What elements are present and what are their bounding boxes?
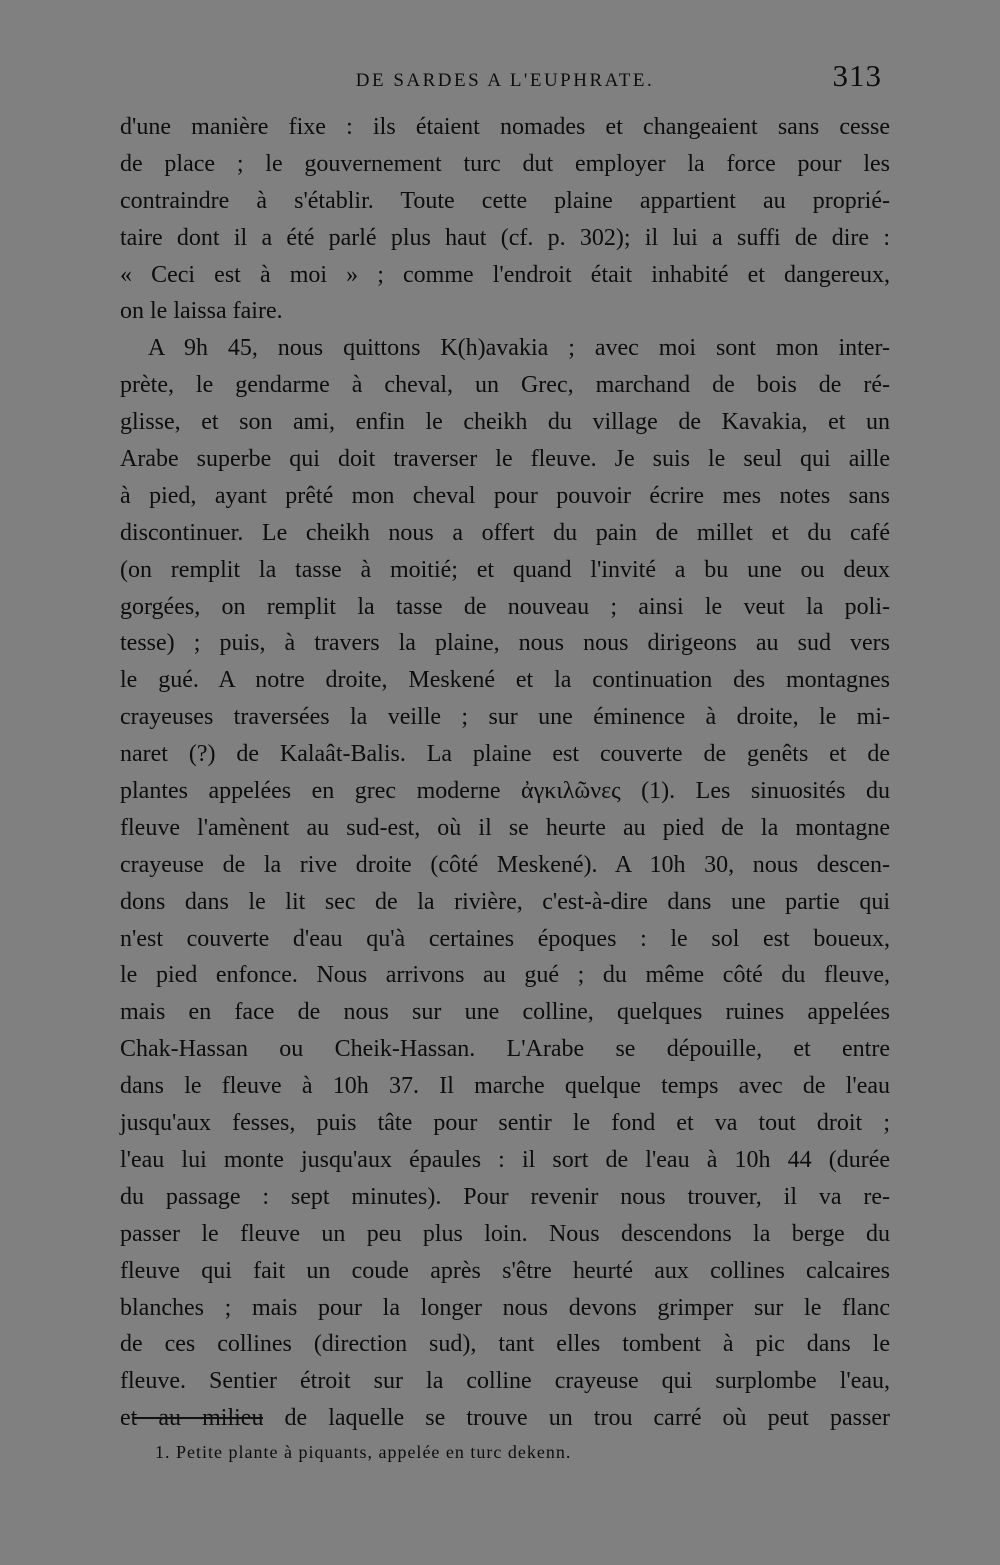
text-line: le pied enfonce. Nous arrivons au gué ; du même côté du fleuve, [120, 962, 890, 989]
text-line: Chak-Hassan ou Cheik-Hassan. L'Arabe se dépouille, et entre [120, 1036, 890, 1063]
text-line: « Ceci est à moi » ; comme l'endroit était inhabité et dangereux, [120, 261, 890, 288]
text-line: contraindre à s'établir. Toute cette plaine appartient au proprié- [120, 187, 890, 214]
text-line: Arabe superbe qui doit traverser le fleuve. Je suis le seul qui aille [120, 446, 890, 473]
text-line: (on remplit la tasse à moitié; et quand l'invité a bu une ou deux [120, 556, 890, 583]
text-line: tesse) ; puis, à travers la plaine, nous nous dirigeons au sud vers [120, 630, 890, 657]
text-line: dans le fleuve à 10h 37. Il marche quelque temps avec de l'eau [120, 1073, 890, 1100]
text-line: A 9h 45, nous quittons K(h)avakia ; avec moi sont mon inter- [148, 335, 890, 362]
text-line: fleuve l'amènent au sud-est, où il se heurte au pied de la montagne [120, 814, 890, 841]
body-text [120, 109, 890, 1437]
text-line: on le laissa faire. [120, 298, 283, 325]
text-line: de place ; le gouvernement turc dut employer la force pour les [120, 150, 890, 177]
text-line: d'une manière fixe : ils étaient nomades et changeaient sans cesse [120, 114, 890, 140]
running-head [120, 58, 890, 98]
text-line: à pied, ayant prêté mon cheval pour pouvoir écrire mes notes sans [120, 482, 890, 509]
text-line: plantes appelées en grec moderne ἀγκιλῶνες (1). Les sinuosités du [120, 778, 890, 805]
footnote-rule [133, 1417, 263, 1419]
text-line: discontinuer. Le cheikh nous a offert du pain de millet et du café [120, 519, 890, 546]
text-line: le gué. A notre droite, Meskené et la continuation des montagnes [120, 667, 890, 694]
text-line: dons dans le lit sec de la rivière, c'est-à-dire dans une partie qui [120, 888, 890, 915]
text-line: de ces collines (direction sud), tant elles tombent à pic dans le [120, 1331, 890, 1358]
text-line: fleuve. Sentier étroit sur la colline crayeuse qui surplombe l'eau, [120, 1368, 890, 1395]
text-line: gorgées, on remplit la tasse de nouveau ; ainsi le veut la poli- [120, 593, 890, 620]
text-line: glisse, et son ami, enfin le cheikh du village de Kavakia, et un [120, 409, 890, 436]
text-line: crayeuse de la rive droite (côté Meskené). A 10h 30, nous descen- [120, 851, 890, 878]
text-line: prète, le gendarme à cheval, un Grec, marchand de bois de ré- [120, 372, 890, 399]
text-line: et au milieu de laquelle se trouve un trou carré où peut passer [120, 1405, 890, 1432]
running-title: DE SARDES A L'EUPHRATE. [355, 70, 655, 91]
text-line: passer le fleuve un peu plus loin. Nous descendons la berge du [120, 1220, 890, 1247]
text-line: du passage : sept minutes). Pour revenir nous trouver, il va re- [120, 1183, 890, 1210]
text-line: naret (?) de Kalaât-Balis. La plaine est couverte de genêts et de [120, 741, 890, 768]
page-number: 313 [832, 58, 882, 93]
text-line: mais en face de nous sur une colline, quelques ruines appelées [120, 999, 890, 1026]
footnote: 1. Petite plante à piquants, appelée en turc dekenn. [155, 1442, 572, 1462]
text-line: crayeuses traversées la veille ; sur une éminence à droite, le mi- [120, 704, 890, 731]
text-line: jusqu'aux fesses, puis tâte pour sentir le fond et va tout droit ; [120, 1110, 890, 1137]
text-line: blanches ; mais pour la longer nous devons grimper sur le flanc [120, 1294, 890, 1321]
text-line: l'eau lui monte jusqu'aux épaules : il sort de l'eau à 10h 44 (durée [120, 1146, 890, 1173]
text-line: n'est couverte d'eau qu'à certaines époques : le sol est boueux, [120, 925, 890, 952]
text-line: fleuve qui fait un coude après s'être heurté aux collines calcaires [120, 1257, 890, 1284]
text-line: taire dont il a été parlé plus haut (cf. p. 302); il lui a suffi de dire : [120, 224, 890, 251]
